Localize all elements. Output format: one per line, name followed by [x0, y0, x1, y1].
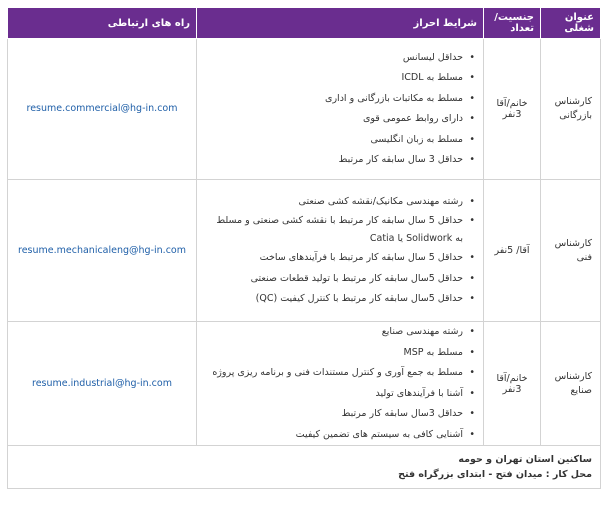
list-item: • آشنایی کافی به سیستم های تضمین کیفیت: [207, 425, 463, 446]
requirements-list: [203, 322, 483, 445]
contact-email-link[interactable]: resume.mechanicaleng@hg-in.com: [8, 180, 197, 322]
footer-residence-note: ساکنین استان تهران و حومه: [458, 454, 592, 465]
list-item: • آشنا با فرآیندهای تولید: [207, 384, 463, 405]
table-row: [8, 180, 601, 322]
header-gender-count: جنسیت/تعداد: [484, 8, 541, 39]
list-item: • حداقل 5 سال سابقه کار مرتبط با نقشه کشی صنعتی و مسلط به Solidwork یا Catia: [207, 212, 463, 248]
list-item: • مسلط به زبان انگلیسی: [207, 130, 463, 151]
list-item: • مسلط به MSP: [207, 343, 463, 364]
table-row: [8, 39, 601, 180]
header-job-title: عنوان شغلی: [541, 8, 601, 39]
table-header-row: [8, 8, 601, 39]
list-item: • حداقل لیسانس: [207, 48, 463, 69]
job-listing-table: [7, 7, 601, 489]
footer-row: [8, 446, 601, 489]
contact-email-link[interactable]: resume.commercial@hg-in.com: [8, 39, 197, 180]
job-title-cell: کارشناس صنایع: [541, 322, 601, 446]
footer-workplace-note: محل کار : میدان فتح - ابتدای بزرگراه فتح: [398, 469, 592, 480]
requirements-cell: [197, 180, 484, 322]
list-item: • دارای روابط عمومی قوی: [207, 109, 463, 130]
list-item: • مسلط به ICDL: [207, 68, 463, 89]
gender-count-cell: آقا/ 5نفر: [484, 180, 541, 322]
job-title-cell: کارشناس فنی: [541, 180, 601, 322]
contact-email-link[interactable]: resume.industrial@hg-in.com: [8, 322, 197, 446]
gender-count-cell: خانم/آقا 3نفر: [484, 322, 541, 446]
footer-cell: [8, 446, 601, 489]
list-item: • حداقل 5سال سابقه کار مرتبط با کنترل کیفیت (QC): [207, 289, 463, 310]
header-requirements: شرایط احراز: [197, 8, 484, 39]
requirements-cell: [197, 39, 484, 180]
list-item: • حداقل 5 سال سابقه کار مرتبط با فرآیندهای ساخت: [207, 248, 463, 269]
table-row: [8, 322, 601, 446]
list-item: • حداقل 5سال سابقه کار مرتبط با تولید قطعات صنعتی: [207, 269, 463, 290]
list-item: • مسلط به جمع آوری و کنترل مستندات فنی و برنامه ریزی پروژه: [207, 363, 463, 384]
requirements-list: [203, 48, 483, 171]
job-listing-table-container: [7, 7, 600, 489]
list-item: • حداقل 3سال سابقه کار مرتبط: [207, 404, 463, 425]
requirements-cell: [197, 322, 484, 446]
list-item: • رشته مهندسی مکانیک/نقشه کشی صنعتی: [207, 192, 463, 213]
list-item: • حداقل 3 سال سابقه کار مرتبط: [207, 150, 463, 171]
job-title-cell: کارشناس بازرگانی: [541, 39, 601, 180]
list-item: • رشته مهندسی صنایع: [207, 322, 463, 343]
header-contact: راه های ارتباطی: [8, 8, 197, 39]
gender-count-cell: خانم/آقا 3نفر: [484, 39, 541, 180]
requirements-list: [203, 192, 483, 310]
list-item: • مسلط به مکاتبات بازرگانی و اداری: [207, 89, 463, 110]
